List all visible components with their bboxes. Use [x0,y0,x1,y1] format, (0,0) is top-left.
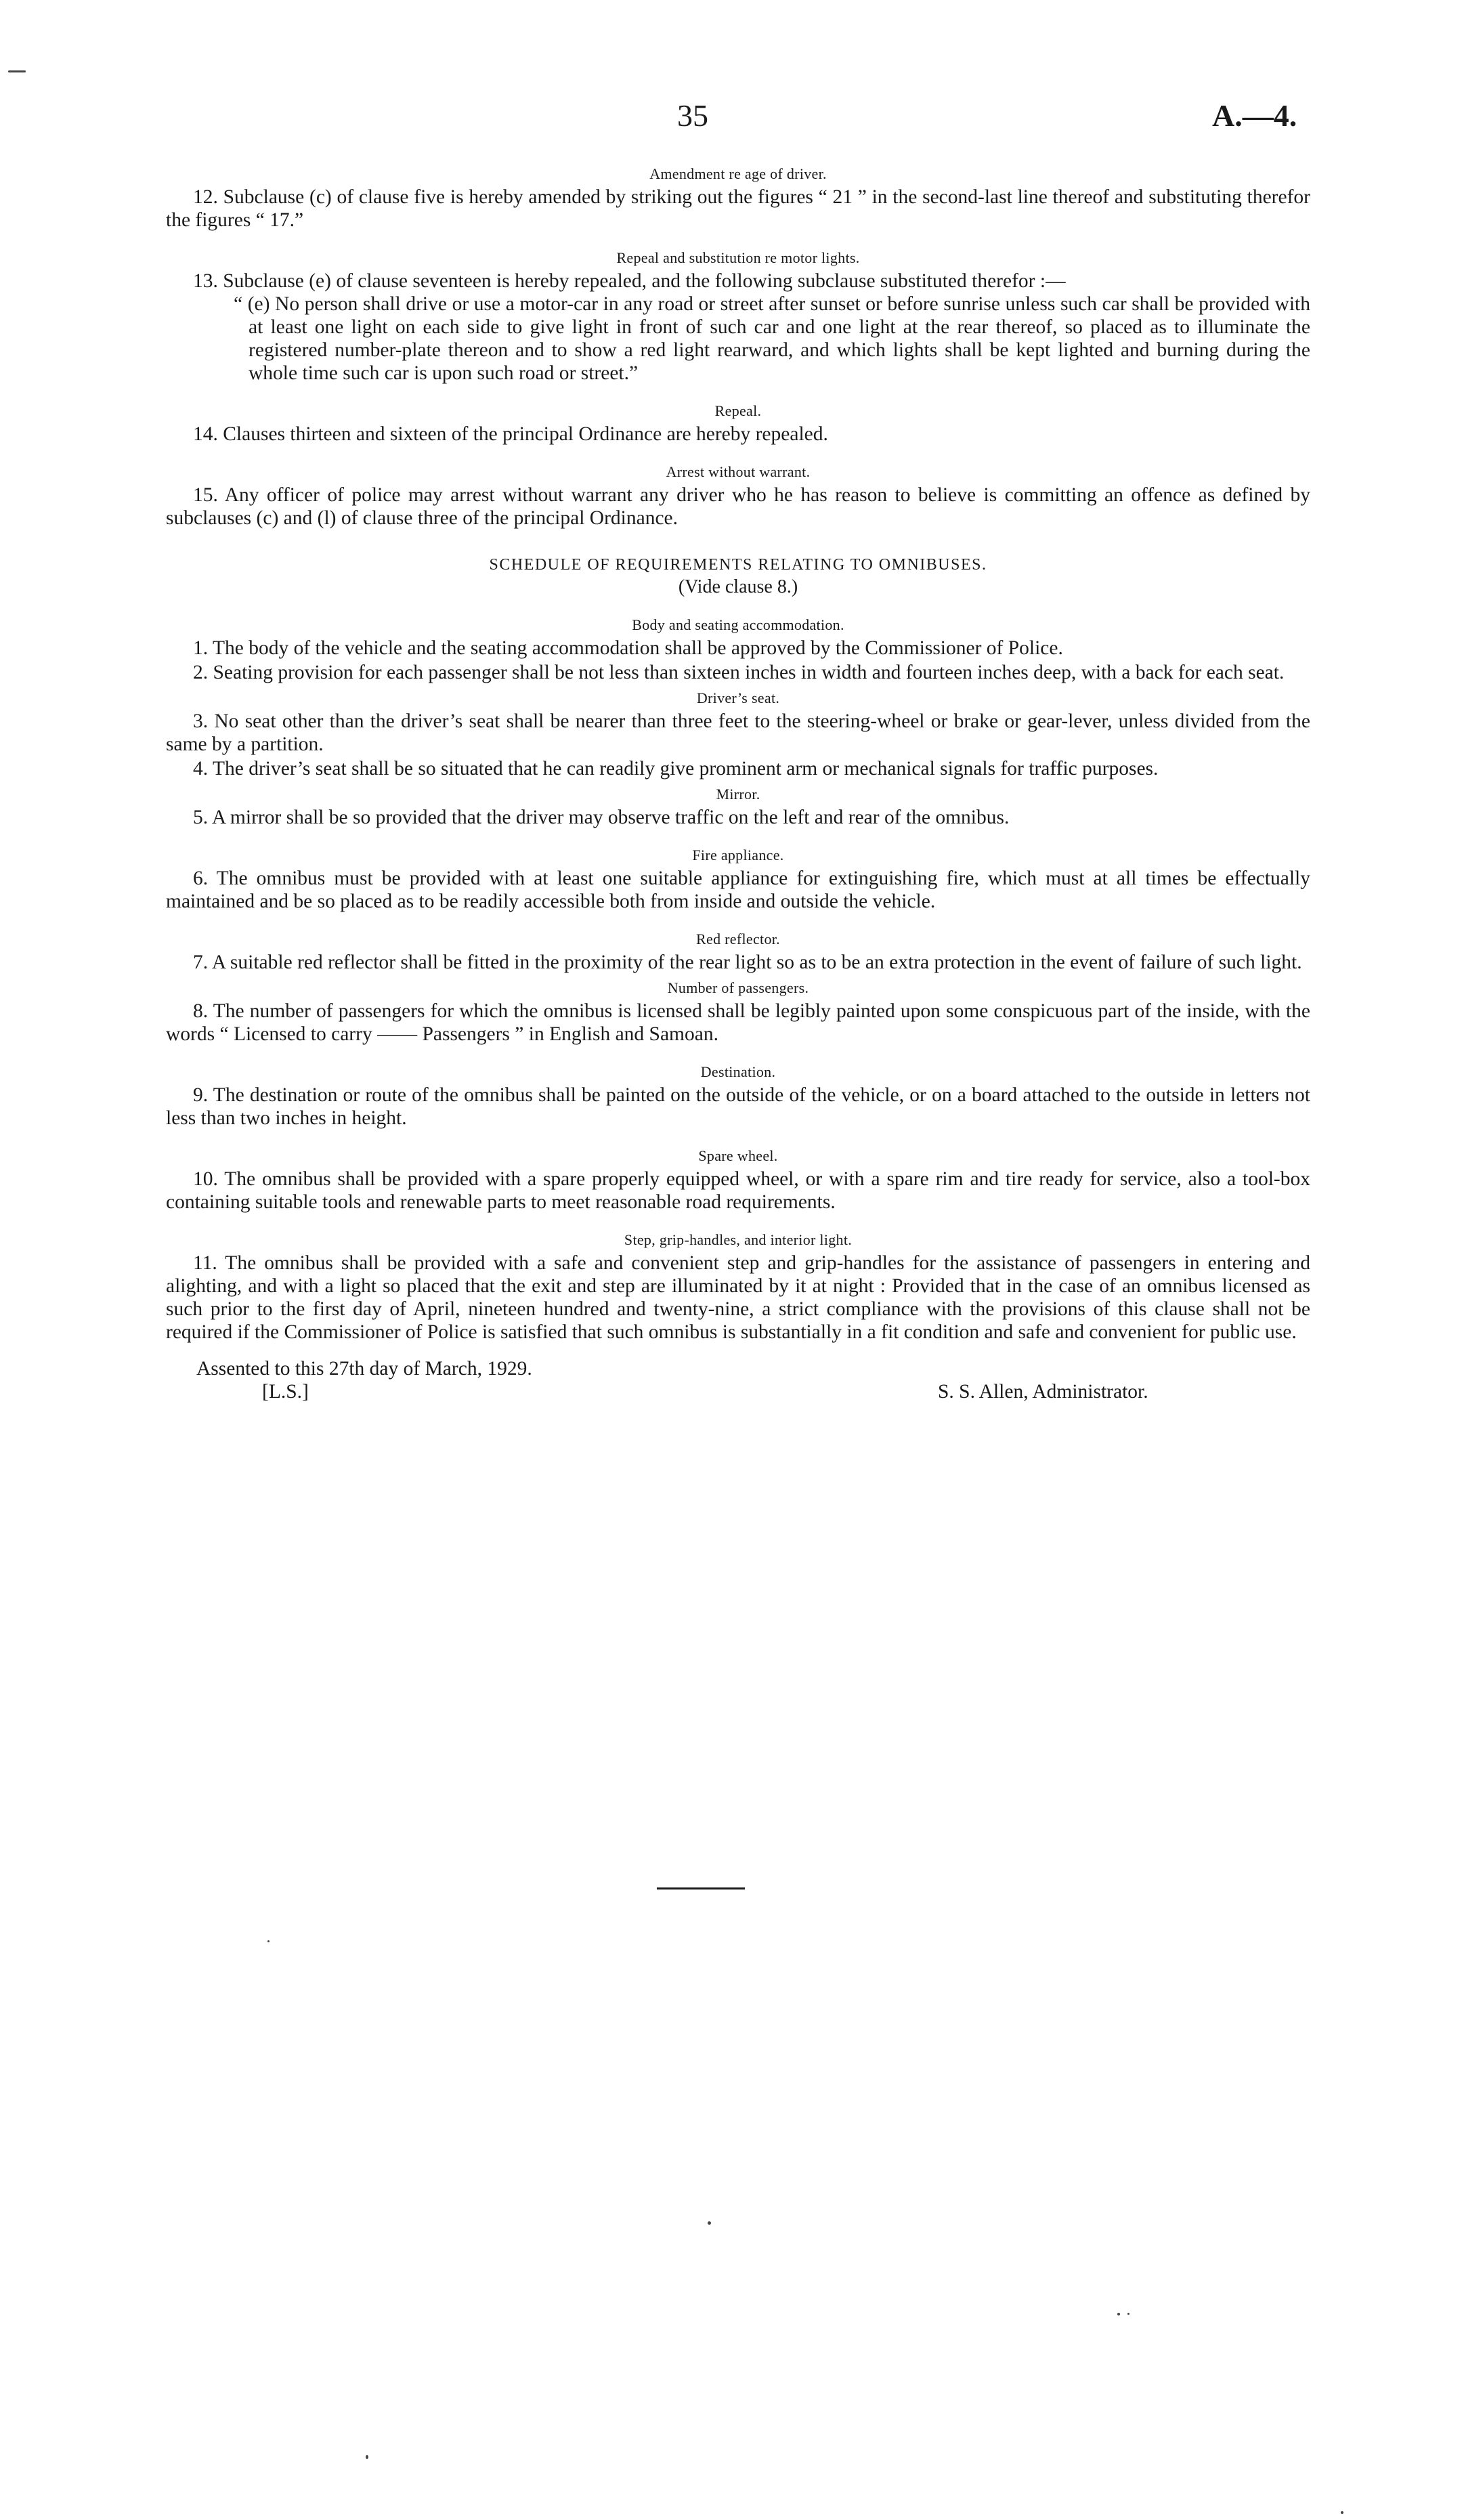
schedule-heading-mirror: Mirror. [716,786,760,803]
scan-speck [1117,2313,1120,2315]
scan-speck [8,70,26,72]
seal-mark: [L.S.] [262,1381,309,1403]
schedule-heading-step: Step, grip-handles, and interior light. [624,1231,853,1248]
assent-text: Assented to this 27th day of March, 1929. [196,1358,532,1380]
schedule-item-6: 6. The omnibus must be provided with at least one suitable appliance for extinguishing fire, which must at all times be effectually maintained and be so placed as to be readily accessible both from inside and outside the vehicle. [166,868,1310,912]
schedule-heading-driver-seat: Driver’s seat. [696,689,780,706]
administrator-signature: S. S. Allen, Administrator. [938,1381,1148,1403]
schedule-item-10: 10. The omnibus shall be provided with a spare properly equipped wheel, or with a spare rim and tire ready for service, also a tool-box containing suitable tools and renewable parts to meet reasonable road requirements. [166,1168,1310,1213]
scan-speck [708,2221,711,2225]
document-reference: A.—4. [1212,98,1297,133]
section-text-15: 15. Any officer of police may arrest without warrant any driver who he has reason to believe is committing an offence as defined by subclauses (c) and (l) of clause three of the principal Ordinance. [166,484,1310,529]
page-number: 35 [677,98,708,133]
schedule-item-11: 11. The omnibus shall be provided with a safe and convenient step and grip-handles for the assistance of passengers in entering and alighting, and with a light so placed that the exit and step are illuminated by it at night : Provided that in the case of an omnibus licensed as such prior to the first day of April, nineteen hundred and twenty-nine, a strict compliance with the provisions of this clause shall not be required if the Commissioner of Police is satisfied that such omnibus is substantially in a fit condition and safe and convenient for public use. [166,1252,1310,1343]
schedule-item-9: 9. The destination or route of the omnibus shall be painted on the outside of the vehicle, or on a board attached to the outside in letters not less than two inches in height. [166,1084,1310,1129]
schedule-heading-passengers: Number of passengers. [667,979,809,996]
section-heading-15: Arrest without warrant. [666,463,811,480]
schedule-heading-body: Body and seating accommodation. [632,616,844,633]
section-quote-13: “ (e) No person shall drive or use a motor-car in any road or street after sunset or before sunrise unless such car shall be provided with at least one light on each side to give light in front of such car and one light at the rear thereof, so placed as to illuminate the registered number-plate thereon and to show a red light rearward, and which lights shall be kept lighted and burning during the whole time such car is upon such road or street.” [234,293,1310,384]
section-heading-12: Amendment re age of driver. [649,165,827,182]
section-text-13: 13. Subclause (e) of clause seventeen is hereby repealed, and the following subclause substituted therefor :— [193,270,1066,292]
schedule-item-8: 8. The number of passengers for which the omnibus is licensed shall be legibly painted upon some conspicuous part of the inside, with the words “ Licensed to carry —— Passengers ” in English and Samoan. [166,1000,1310,1045]
schedule-item-7: 7. A suitable red reflector shall be fitted in the proximity of the rear light so as to be an extra protection in the event of failure of such light. [193,952,1302,973]
scan-speck [1341,2511,1343,2514]
schedule-item-5: 5. A mirror shall be so provided that the driver may observe traffic on the left and rear of the omnibus. [193,807,1010,828]
section-text-14: 14. Clauses thirteen and sixteen of the principal Ordinance are hereby repealed. [193,423,828,445]
schedule-heading-spare-wheel: Spare wheel. [698,1147,778,1164]
section-heading-14: Repeal. [714,402,762,419]
schedule-item-4: 4. The driver’s seat shall be so situated that he can readily give prominent arm or mechanical signals for traffic purposes. [193,758,1159,780]
closing-rule [657,1887,745,1889]
schedule-item-1: 1. The body of the vehicle and the seating accommodation shall be approved by the Commissioner of Police. [193,637,1063,659]
section-text-12: 12. Subclause (c) of clause five is hereby amended by striking out the figures “ 21 ” in the second-last line thereof and substituting therefor the figures “ 17.” [166,186,1310,231]
scan-speck [267,1940,270,1942]
schedule-title: SCHEDULE OF REQUIREMENTS RELATING TO OMNIBUSES. [489,556,987,574]
schedule-vide: (Vide clause 8.) [678,576,798,597]
scan-speck [366,2455,368,2459]
schedule-heading-destination: Destination. [700,1063,776,1080]
schedule-heading-reflector: Red reflector. [696,931,780,947]
scan-speck [1127,2313,1129,2315]
document-body [166,164,1310,1406]
schedule-item-2: 2. Seating provision for each passenger shall be not less than sixteen inches in width and fourteen inches deep, with a back for each seat. [193,662,1285,683]
assent-block [166,1357,1310,1406]
schedule-heading-fire: Fire appliance. [692,847,784,863]
section-heading-13: Repeal and substitution re motor lights. [616,249,860,266]
schedule-item-3: 3. No seat other than the driver’s seat shall be nearer than three feet to the steering-wheel or brake or gear-lever, unless divided from the same by a partition. [166,710,1310,755]
